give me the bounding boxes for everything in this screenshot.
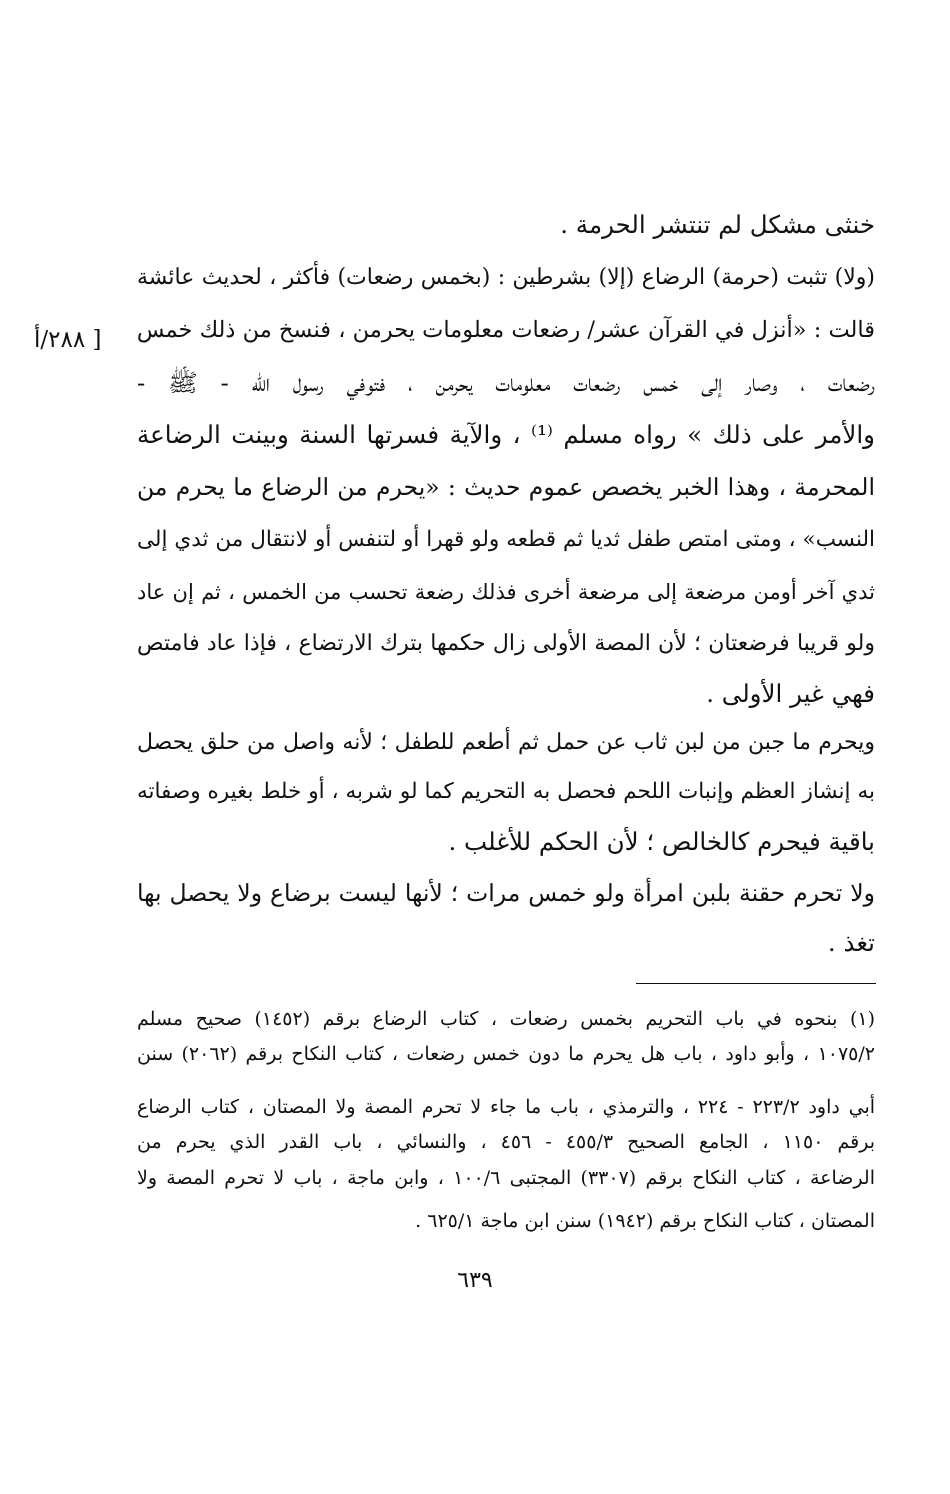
body-line: رضعات ، وصار إلى خمس رضعات معلومات يحرمن ، فتوفي رسول الله - ﷺ -: [137, 368, 875, 397]
footnote-line: الرضاعة ، كتاب النكاح برقم (٣٣٠٧) المجتبى ١٠٠/٦ ، وابن ماجة ، باب لا تحرم المصة ولا: [137, 1167, 875, 1189]
body-line: خنثى مشكل لم تنتشر الحرمة .: [560, 210, 875, 239]
body-line: المحرمة ، وهذا الخبر يخصص عموم حديث : «يحرم من الرضاع ما يحرم من: [137, 473, 875, 501]
body-line: فهي غير الأولى .: [706, 679, 875, 708]
body-line: (ولا) تثبت (حرمة) الرضاع (إلا) بشرطين : (بخمس رضعات) فأكثر ، لحديث عائشة: [137, 265, 875, 290]
footnote-line: برقم ١١٥٠ ، الجامع الصحيح ٤٥٥/٣ - ٤٥٦ ، والنسائي ، باب القدر الذي يحرم من: [137, 1131, 875, 1153]
body-line: ولو قريبا فرضعتان ؛ لأن المصة الأولى زال حكمها بترك الارتضاع ، فإذا عاد فامتص: [137, 631, 875, 656]
margin-folio-reference: [ ٢٨٨/أ: [34, 327, 102, 353]
body-line: ولا تحرم حقنة بلبن امرأة ولو خمس مرات ؛ لأنها ليست برضاع ولا يحصل بها: [137, 879, 875, 907]
footnote-line: المصتان ، كتاب النكاح برقم (١٩٤٢) سنن ابن ماجة ٦٢٥/١ .: [415, 1210, 875, 1232]
footnote-line: أبي داود ٢٢٣/٢ - ٢٢٤ ، والترمذي ، باب ما جاء لا تحرم المصة ولا المصتان ، كتاب الرضاع: [137, 1096, 875, 1118]
body-line: باقية فيحرم كالخالص ؛ لأن الحكم للأغلب .: [448, 827, 875, 856]
footnote-line: (١) بنحوه في باب التحريم بخمس رضعات ، كتاب الرضاع برقم (١٤٥٢) صحيح مسلم: [137, 1008, 875, 1030]
page-number: ٦٣٩: [457, 1268, 493, 1293]
body-line: تغذ .: [827, 928, 875, 957]
body-line: النسب» ، ومتى امتص طفل ثديا ثم قطعه ولو قهرا أو لتنفس أو لانتقال من ثدي إلى: [137, 527, 875, 552]
body-line: ثدي آخر أومن مرضعة إلى مرضعة أخرى فذلك رضعة تحسب من الخمس ، ثم إن عاد: [137, 580, 875, 604]
footnote-line: ١٠٧٥/٢ ، وأبو داود ، باب هل يحرم ما دون خمس رضعات ، كتاب النكاح برقم (٢٠٦٢) سنن: [137, 1043, 875, 1065]
body-line: والأمر على ذلك » رواه مسلم ⁽¹⁾ ، والآية فسرتها السنة وبينت الرضاعة: [137, 420, 875, 449]
body-line: به إنشاز العظم وإنبات اللحم فحصل به التحريم كما لو شربه ، أو خلط بغيره وصفاته: [137, 779, 875, 804]
body-line: ويحرم ما جبن من لبن ثاب عن حمل ثم أطعم للطفل ؛ لأنه واصل من حلق يحصل: [137, 730, 875, 755]
footnote-separator: [636, 983, 876, 984]
body-line: قالت : «أنزل في القرآن عشر/ رضعات معلومات يحرمن ، فنسخ من ذلك خمس: [137, 317, 875, 343]
